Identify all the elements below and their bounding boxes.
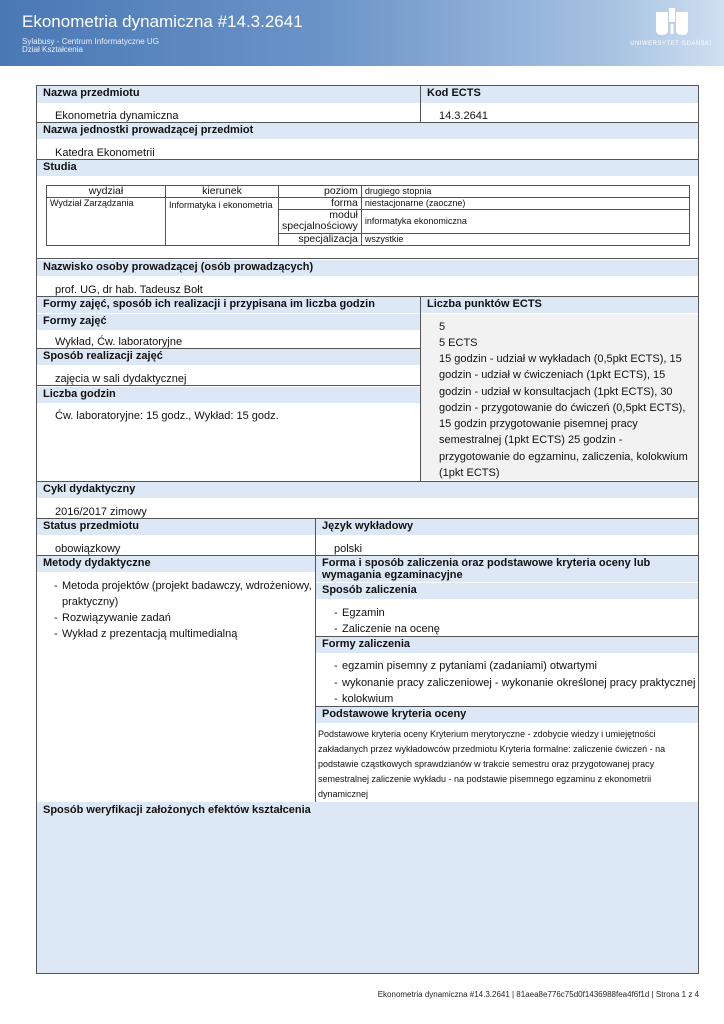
status-label: Status przedmiotu: [37, 519, 315, 535]
methods-list: [54, 578, 312, 642]
kryteria-label: Podstawowe kryteria oceny: [316, 707, 698, 723]
assessment-label: Forma i sposób zaliczenia oraz podstawowe kryteria oceny lub wymagania egzaminacyjne: [316, 556, 698, 582]
list-item: - Zaliczenie na ocenę: [334, 621, 694, 637]
sposob-label: Sposób realizacji zajęć: [37, 349, 420, 365]
specjalizacja-value: wszystkie: [361, 234, 689, 246]
unit-label: Nazwa jednostki prowadzącej przedmiot: [37, 123, 698, 139]
list-item: - Wykład z prezentacją multimedialną: [54, 626, 312, 642]
language-label: Język wykładowy: [316, 519, 698, 535]
modul-label: moduł specjalnościowy: [279, 210, 362, 234]
forms-section-label: Formy zajęć, sposób ich realizacji i przypisana im liczba godzin: [37, 297, 420, 313]
lecturer-label: Nazwisko osoby prowadzącej (osób prowadzących): [37, 260, 698, 276]
sposob-zaliczenia-list: [334, 605, 694, 637]
logo-text: UNIWERSYTET GDAŃSKI: [630, 41, 712, 47]
wydzial-value: Wydział Zarządzania: [47, 198, 166, 246]
course-name-label: Nazwa przedmiotu: [37, 86, 420, 103]
list-item: - wykonanie pracy zaliczeniowej - wykonanie określonej pracy praktycznej: [334, 675, 696, 692]
godzin-value: Ćw. laboratoryjne: 15 godz., Wykład: 15 godz.: [55, 410, 279, 422]
godzin-label: Liczba godzin: [37, 387, 420, 403]
forma-label: forma: [279, 198, 362, 210]
kierunek-value: Informatyka i ekonometria: [166, 198, 279, 246]
list-item: - kolokwium: [334, 691, 696, 708]
sposob-zaliczenia-label: Sposób zaliczenia: [316, 583, 698, 599]
list-item: - egzamin pisemny z pytaniami (zadaniami) otwartymi: [334, 658, 696, 675]
col-kierunek: kierunek: [166, 186, 279, 198]
page-title: Ekonometria dynamiczna #14.3.2641: [22, 12, 303, 31]
header-department: Dział Kształcenia: [22, 45, 83, 54]
kryteria-text: Podstawowe kryteria oceny Kryterium merytoryczne - zdobycie wiedzy i umiejętności zakładanych przez wykładowców przedmiotu Kryteria formalne: zaliczenie ćwiczeń - na podstawie cząstkowych sprawdzianów w trakcie semestru oraz przygotowanej pracy semestralnej zaliczenie wykładu - na podstawie pisemnego egzaminu z ekonometrii dynamicznej: [318, 729, 666, 799]
cycle-value: 2016/2017 zimowy: [55, 506, 147, 518]
language-value: polski: [334, 543, 363, 555]
formy-value: Wykład, Ćw. laboratoryjne: [55, 336, 183, 348]
col-wydzial: wydział: [47, 186, 166, 198]
formy-zaliczenia-list: [334, 658, 696, 708]
ects-points-text: 5 ECTS: [439, 337, 478, 349]
course-name: Ekonometria dynamiczna: [55, 110, 179, 122]
poziom-label: poziom: [279, 186, 362, 198]
studia-label: Studia: [37, 160, 698, 176]
ects-points: 5: [439, 321, 446, 333]
header-subtitle: Sylabusy - Centrum Informatyczne UG: [22, 37, 159, 46]
unit-name: Katedra Ekonometrii: [55, 147, 155, 159]
university-logo-icon: [654, 8, 690, 38]
list-item: - Rozwiązywanie zadań: [54, 610, 312, 626]
studia-table: [46, 185, 690, 246]
specjalizacja-label: specjalizacja: [279, 234, 362, 246]
lecturer-name: prof. UG, dr hab. Tadeusz Bołt: [55, 284, 203, 296]
ects-code-label: Kod ECTS: [421, 86, 698, 103]
formy-zaliczenia-label: Formy zaliczenia: [316, 637, 698, 653]
forma-value: niestacjonarne (zaoczne): [361, 198, 689, 210]
list-item: - Metoda projektów (projekt badawczy, wdrożeniowy, praktyczny): [54, 578, 312, 610]
verification-label: Sposób weryfikacji założonych efektów kształcenia: [37, 802, 698, 973]
page-header: [0, 0, 724, 66]
sposob-value: zajęcia w sali dydaktycznej: [55, 373, 187, 385]
formy-label: Formy zajęć: [37, 314, 420, 330]
list-item: - Egzamin: [334, 605, 694, 621]
ects-breakdown: 15 godzin - udział w wykładach (0,5pkt ECTS), 15 godzin - udział w ćwiczeniach (1pkt ECTS), 15 godzin - udział w konsultacjach (1pkt ECTS), 30 godzin - przygotowanie do ćwiczeń (0,5pkt ECTS), 15 godzin przygotowanie pisemnej pracy semestralnej (1pkt ECTS) 25 godzin - przygotowanie do egzaminu, zaliczenia, kolokwium (1pkt ECTS): [439, 353, 688, 480]
page-footer: Ekonometria dynamiczna #14.3.2641 | 81aea8e776c75d0f1436988fea4f6f1d | Strona 1 z 4: [377, 990, 699, 999]
methods-label: Metody dydaktyczne: [37, 556, 315, 572]
ects-points-label: Liczba punktów ECTS: [421, 297, 698, 313]
modul-value: informatyka ekonomiczna: [361, 210, 689, 234]
ects-code: 14.3.2641: [439, 110, 488, 122]
status-value: obowiązkowy: [55, 543, 121, 555]
poziom-value: drugiego stopnia: [361, 186, 689, 198]
cycle-label: Cykl dydaktyczny: [37, 482, 698, 498]
